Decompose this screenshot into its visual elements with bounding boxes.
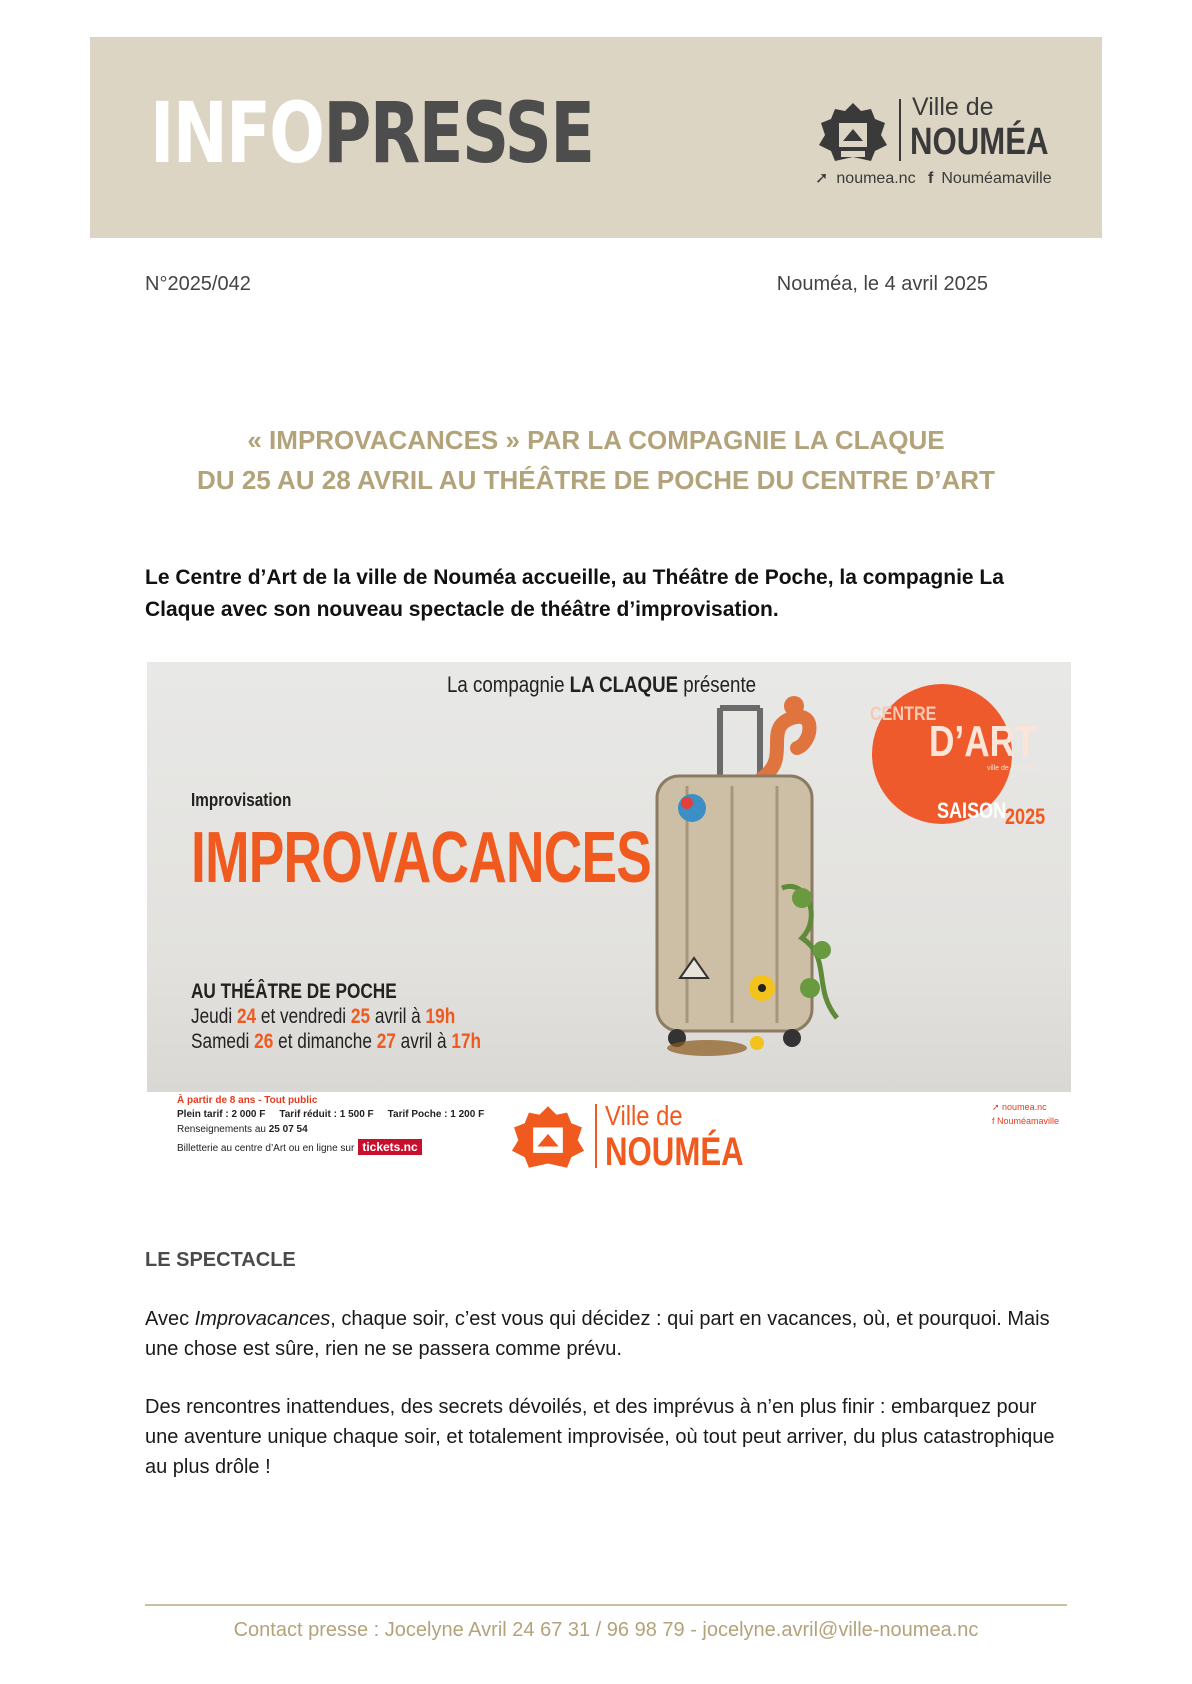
document-number: N°2025/042: [145, 273, 251, 295]
poster-info: [177, 1124, 308, 1135]
info-phone: 25 07 54: [268, 1124, 308, 1135]
dates-1-c: et vendredi: [256, 1005, 351, 1028]
city-links: [815, 168, 1060, 188]
p1-pre: Avec: [145, 1308, 195, 1330]
price-poche: Tarif Poche : 1 200 F: [387, 1109, 485, 1120]
poster-audience: À partir de 8 ans - Tout public: [177, 1095, 318, 1106]
poster-link-facebook[interactable]: Nouméamaville: [997, 1116, 1060, 1126]
season-label: SAISON: [937, 798, 1007, 823]
poster-presents: [447, 672, 756, 698]
poster-city-small: Ville de: [605, 1100, 683, 1131]
city-logo-divider: [899, 99, 901, 161]
city-logo: [815, 95, 1055, 185]
centre-dart-dart: D’ART: [929, 717, 1037, 766]
document-date: Nouméa, le 4 avril 2025: [776, 273, 988, 295]
poster-link-web[interactable]: noumea.nc: [1002, 1102, 1047, 1112]
poster-ticketing: [177, 1139, 422, 1155]
poster-facebook-icon: f: [992, 1116, 998, 1126]
poster-plane-icon: ➚: [992, 1102, 1003, 1112]
p1-post: , chaque soir, c’est vous qui décidez : qui part en vacances, où, et pourquoi. Mais une chose est sûre, rien ne se passera comme prévu.: [145, 1308, 1050, 1360]
brand-presse: PRESSE: [323, 84, 594, 182]
headline: [90, 420, 1102, 500]
dates-1-a: Jeudi: [191, 1005, 237, 1028]
brand-logo: [150, 84, 594, 182]
poster-city-divider: [595, 1104, 597, 1168]
poster-links: [992, 1100, 1059, 1128]
price-reduced: Tarif réduit : 1 500 F: [279, 1109, 374, 1120]
dates-2-b: 26: [254, 1030, 274, 1053]
facebook-icon: f: [928, 170, 934, 187]
paragraph-1: [145, 1304, 1055, 1364]
dates-1-b: 24: [236, 1005, 257, 1028]
poster-city-crest-icon: [507, 1102, 589, 1172]
poster-city-big: NOUMÉA: [605, 1130, 744, 1174]
lead-paragraph: Le Centre d’Art de la ville de Nouméa accueille, au Théâtre de Poche, la compagnie La Claque avec son nouveau spectacle de théâtre d’improvisation.: [145, 566, 1004, 621]
press-contact: Contact presse : Jocelyne Avril 24 67 31 / 96 98 79 - jocelyne.avril@ville-noumea.nc: [233, 1619, 979, 1641]
headline-line-2: DU 25 AU 28 AVRIL AU THÉÂTRE DE POCHE DU CENTRE D’ART: [197, 465, 995, 495]
poster-genre: Improvisation: [191, 790, 292, 810]
centre-dart-ville: ville de nouméa: [987, 765, 1037, 772]
brand-info: INFO: [150, 84, 324, 182]
info-label: Renseignements au: [177, 1124, 269, 1135]
paragraph-2: Des rencontres inattendues, des secrets dévoilés, et des imprévus à n’en plus finir : embarquez pour une aventure unique chaque soir, et totalement improvisée, où tout peut arriver, du plus catastrophique au plus drôle !: [145, 1396, 1055, 1478]
poster-venue: AU THÉÂTRE DE POCHE: [191, 980, 397, 1003]
event-poster: [147, 662, 1071, 1174]
dates-2-d: 27: [376, 1030, 396, 1053]
ticketing-text: Billetterie au centre d’Art ou en ligne sur: [177, 1143, 355, 1154]
dates-2-e: avril à: [395, 1030, 452, 1053]
presents-post: présente: [678, 672, 757, 697]
season-year: 2025: [1005, 804, 1046, 829]
dates-1-f: 19h: [425, 1005, 456, 1028]
poster-dates-1: [191, 1005, 455, 1029]
dates-2-f: 17h: [451, 1030, 482, 1053]
city-crest-icon: [815, 99, 891, 165]
centre-dart-centre: CENTRE: [870, 704, 937, 725]
price-full: Plein tarif : 2 000 F: [177, 1109, 266, 1120]
dates-1-d: 25: [350, 1005, 371, 1028]
city-name-big: NOUMÉA: [910, 121, 1049, 163]
dates-2-c: et dimanche: [273, 1030, 377, 1053]
link-web[interactable]: noumea.nc: [836, 170, 916, 187]
suitcase-illustration-icon: [632, 688, 862, 1068]
poster-dates-2: [191, 1030, 481, 1054]
section-title: LE SPECTACLE: [145, 1249, 296, 1271]
dates-2-a: Samedi: [191, 1030, 255, 1053]
header-banner: [90, 37, 1102, 238]
presents-company: LA CLAQUE: [569, 672, 679, 697]
headline-line-1: « IMPROVACANCES » PAR LA COMPAGNIE LA CLAQUE: [247, 425, 945, 455]
paper-plane-icon: ➚: [815, 170, 829, 187]
p1-title: Improvacances: [194, 1308, 331, 1330]
link-facebook[interactable]: Nouméamaville: [941, 170, 1052, 187]
poster-city-logo: [507, 1102, 767, 1174]
presents-pre: La compagnie: [447, 672, 570, 697]
footer-rule: [145, 1604, 1067, 1606]
city-name-small: Ville de: [912, 93, 994, 121]
poster-title: IMPROVACANCES: [191, 818, 652, 898]
poster-prices: [177, 1109, 498, 1120]
tickets-logo[interactable]: tickets.nc: [358, 1139, 421, 1155]
dates-1-e: avril à: [370, 1005, 426, 1028]
